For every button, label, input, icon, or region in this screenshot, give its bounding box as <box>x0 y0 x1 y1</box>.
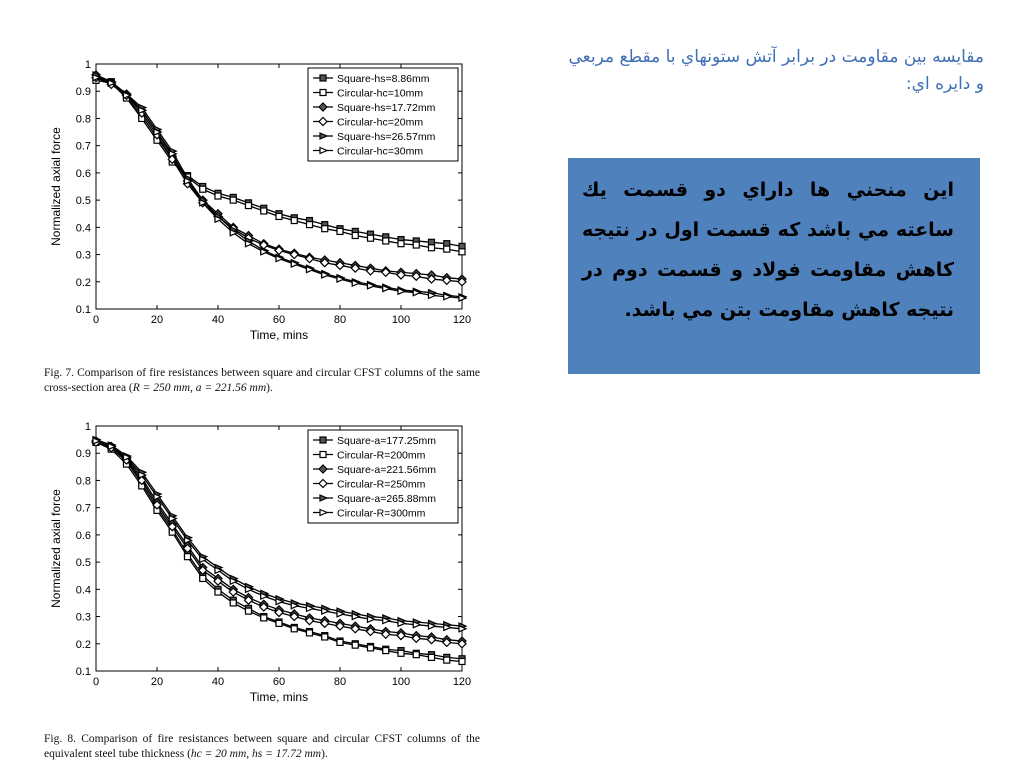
caption-fig7-math: R = 250 mm, a = 221.56 mm <box>132 382 267 394</box>
data-point <box>276 620 282 626</box>
y-tick-label: 0.4 <box>75 584 91 597</box>
x-tick-label: 40 <box>211 676 225 688</box>
caption-fig8-prefix: Fig. 8. Comparison of fire resistances between square and circular CFST columns of the equivalent steel tube thickness ( <box>44 733 480 760</box>
data-point <box>459 249 465 255</box>
x-tick-label: 80 <box>333 676 347 688</box>
data-point <box>307 222 313 228</box>
y-tick-label: 0.8 <box>75 113 91 126</box>
data-point <box>337 639 343 645</box>
y-tick-label: 0.7 <box>75 502 91 515</box>
x-tick-label: 80 <box>333 314 347 326</box>
legend-marker <box>320 90 326 96</box>
data-point <box>215 193 221 199</box>
x-tick-label: 40 <box>211 314 225 326</box>
data-point <box>291 626 297 632</box>
data-point <box>398 650 404 656</box>
y-tick-label: 0.9 <box>75 86 91 99</box>
figure-8 <box>38 420 478 712</box>
legend-label: Square-a=265.88mm <box>337 493 436 505</box>
chart-fig7 <box>38 58 478 350</box>
y-tick-label: 0.2 <box>75 638 91 651</box>
legend-label: Square-hs=17.72mm <box>337 102 436 114</box>
x-tick-label: 0 <box>92 676 100 688</box>
y-tick-label: 0.3 <box>75 611 91 624</box>
caption-fig8 <box>44 732 480 762</box>
data-point <box>352 233 358 239</box>
data-point <box>429 245 435 251</box>
x-axis-label: Time, mins <box>249 328 309 342</box>
x-tick-label: 20 <box>150 676 164 688</box>
x-tick-label: 120 <box>452 314 472 326</box>
y-tick-label: 0.8 <box>75 475 91 488</box>
x-tick-label: 0 <box>92 314 100 326</box>
y-tick-label: 0.1 <box>75 666 91 678</box>
data-point <box>291 218 297 224</box>
data-point <box>383 648 389 654</box>
x-tick-label: 120 <box>452 676 472 688</box>
data-point <box>413 652 419 658</box>
caption-fig8-math: hc = 20 mm, hs = 17.72 mm <box>190 748 322 760</box>
y-tick-label: 0.9 <box>75 448 91 461</box>
data-point <box>322 226 328 232</box>
legend-marker <box>320 75 326 81</box>
x-tick-label: 60 <box>272 676 286 688</box>
y-tick-label: 0.5 <box>75 557 91 570</box>
data-point <box>398 241 404 247</box>
legend-label: Square-a=177.25mm <box>337 435 436 447</box>
data-point <box>261 208 267 214</box>
y-axis-label: Normalized axial force <box>49 127 63 246</box>
slide-title: مقايسه بين مقاومت در برابر آتش ستونهاي با مقطع مربعي و دايره اي: <box>568 47 984 94</box>
y-tick-label: 0.1 <box>75 304 91 316</box>
info-box: اين منحني ها داراي دو قسمت يك ساعته مي باشد كه قسمت اول در نتيجه كاهش مقاومت فولاد و قسمت دوم در نتيجه كاهش مقاومت بتن مي باشد. <box>568 158 980 374</box>
legend-label: Square-hs=26.57mm <box>337 131 436 143</box>
x-tick-label: 100 <box>391 676 411 688</box>
data-point <box>246 608 252 614</box>
y-tick-label: 0.4 <box>75 222 91 235</box>
data-point <box>337 228 343 234</box>
data-point <box>429 654 435 660</box>
legend-marker <box>320 452 326 458</box>
data-point <box>200 186 206 192</box>
legend-label: Circular-R=250mm <box>337 478 426 491</box>
legend-label: Circular-R=200mm <box>337 449 426 462</box>
caption-fig8-suffix: ). <box>321 748 328 760</box>
y-tick-label: 0.3 <box>75 249 91 262</box>
data-point <box>444 246 450 252</box>
data-point <box>230 197 236 203</box>
data-point <box>246 203 252 209</box>
caption-fig7 <box>44 366 480 396</box>
y-tick-label: 0.7 <box>75 140 91 153</box>
legend-marker <box>320 437 326 443</box>
data-point <box>368 645 374 651</box>
data-point <box>322 634 328 640</box>
y-tick-label: 1 <box>84 421 91 433</box>
y-tick-label: 0.5 <box>75 195 91 208</box>
legend <box>308 68 458 161</box>
data-point <box>215 589 221 595</box>
data-point <box>307 630 313 636</box>
y-tick-label: 1 <box>84 59 91 71</box>
caption-fig7-prefix: Fig. 7. Comparison of fire resistances between square and circular CFST columns of the same cross-section area ( <box>44 367 480 394</box>
y-tick-label: 0.6 <box>75 167 91 180</box>
data-point <box>230 600 236 606</box>
data-point <box>383 238 389 244</box>
legend-label: Square-hs=8.86mm <box>337 73 430 85</box>
legend <box>308 430 458 523</box>
data-point <box>459 658 465 664</box>
x-tick-label: 100 <box>391 314 411 326</box>
y-axis-label: Normalized axial force <box>49 489 63 608</box>
caption-fig7-suffix: ). <box>266 382 273 394</box>
legend-label: Circular-hc=30mm <box>337 145 424 158</box>
y-tick-label: 0.2 <box>75 276 91 289</box>
legend-label: Square-a=221.56mm <box>337 464 436 476</box>
data-point <box>413 242 419 248</box>
data-point <box>352 642 358 648</box>
data-point <box>276 213 282 219</box>
legend-label: Circular-R=300mm <box>337 507 426 520</box>
x-tick-label: 20 <box>150 314 164 326</box>
data-point <box>444 657 450 663</box>
data-point <box>261 615 267 621</box>
y-tick-label: 0.6 <box>75 529 91 542</box>
data-point <box>185 554 191 560</box>
legend-label: Circular-hc=20mm <box>337 116 424 129</box>
x-axis-label: Time, mins <box>249 690 309 704</box>
legend-label: Circular-hc=10mm <box>337 87 424 100</box>
figure-7 <box>38 58 478 350</box>
x-tick-label: 60 <box>272 314 286 326</box>
chart-fig8 <box>38 420 478 712</box>
data-point <box>200 575 206 581</box>
data-point <box>368 235 374 241</box>
